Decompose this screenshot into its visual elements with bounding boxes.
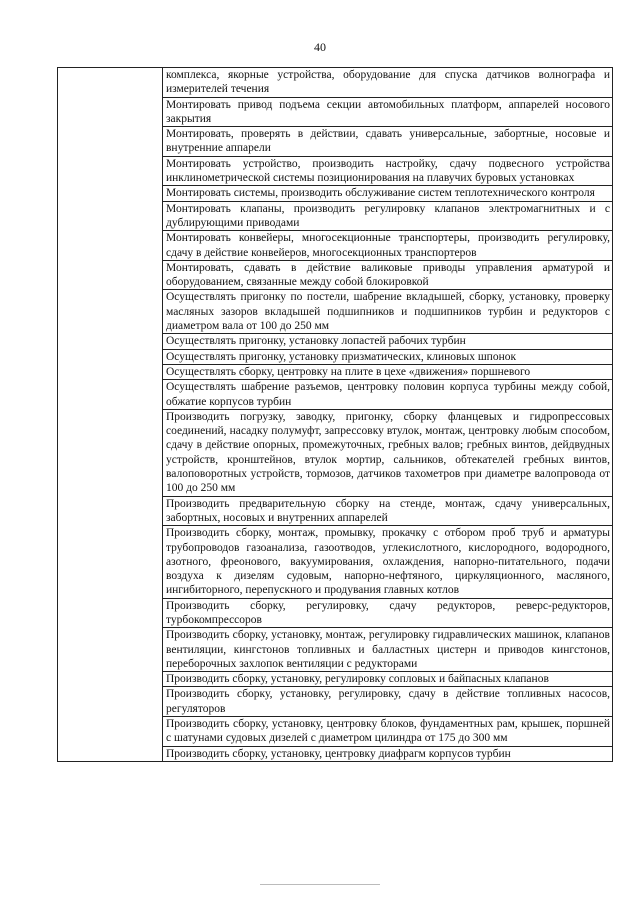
duty-text-cell: Производить сборку, регулировку, сдачу редукторов, реверс-редукторов, турбокомпрессоров <box>163 598 613 628</box>
footer-divider <box>260 884 380 885</box>
work-duties-table <box>57 67 613 762</box>
duty-text-cell: Монтировать системы, производить обслуживание систем теплотехнического контроля <box>163 186 613 201</box>
duty-text-cell: Монтировать конвейеры, многосекционные транспортеры, производить регулировку, сдачу в действие конвейеров, многосекционных транспортеров <box>163 231 613 261</box>
duty-text-cell: Осуществлять пригонку, установку призматических, клиновых шпонок <box>163 349 613 364</box>
duty-text-cell: Осуществлять шабрение разъемов, центровку половин корпуса турбины между собой, обжатие корпусов турбин <box>163 380 613 410</box>
duty-text-cell: Монтировать, сдавать в действие валиковые приводы управления арматурой и оборудованием, связанные между собой блокировкой <box>163 260 613 290</box>
duty-text-cell: Производить сборку, установку, монтаж, регулировку гидравлических машинок, клапанов вентиляции, кингстонов топливных и балластных цистерн и приводов кингстонов, переборочных захлопок вентиляции с редукторами <box>163 628 613 672</box>
duty-text-cell: Производить сборку, монтаж, промывку, прокачку с отбором проб труб и арматуры трубопроводов газоанализа, газоотводов, углекислотного, кислородного, водородного, азотного, фреонового, вакуумирования, охлаждения, напорно-питательного, подачи воздуха к дизелям судовым, напорно-нефтяного, циркуляционного, масляного, ингибиторного, перепускного и продувания главных котлов <box>163 526 613 598</box>
duty-text-cell: комплекса, якорные устройства, оборудование для спуска датчиков волнографа и измерителей течения <box>163 68 613 98</box>
table-row <box>58 68 613 98</box>
duty-text-cell: Осуществлять сборку, центровку на плите в цехе «движения» поршневого <box>163 364 613 379</box>
duty-text-cell: Осуществлять пригонку по постели, шабрение вкладышей, сборку, установку, проверку масляных зазоров вкладышей подшипников и подшипников турбин и редукторов с диаметром вала от 100 до 250 мм <box>163 290 613 334</box>
duty-text-cell: Производить сборку, установку, центровку диафрагм корпусов турбин <box>163 746 613 761</box>
table-left-column <box>58 68 163 762</box>
duty-text-cell: Производить сборку, установку, центровку блоков, фундаментных рам, крышек, поршней с шатунами судовых дизелей с диаметром цилиндра от 175 до 300 мм <box>163 717 613 747</box>
duty-text-cell: Монтировать клапаны, производить регулировку клапанов электромагнитных и с дублирующими приводами <box>163 201 613 231</box>
duty-text-cell: Монтировать, проверять в действии, сдавать универсальные, забортные, носовые и внутренние аппарели <box>163 127 613 157</box>
duty-text-cell: Производить сборку, установку, регулировку сопловых и байпасных клапанов <box>163 672 613 687</box>
duty-text-cell: Производить предварительную сборку на стенде, монтаж, сдачу универсальных, забортных, носовых и внутренних аппарелей <box>163 496 613 526</box>
page-number: 40 <box>314 40 326 54</box>
duty-text-cell: Монтировать привод подъема секции автомобильных платформ, аппарелей носового закрытия <box>163 97 613 127</box>
duty-text-cell: Монтировать устройство, производить настройку, сдачу подвесного устройства инклинометрической системы позиционирования на плавучих буровых установках <box>163 156 613 186</box>
duty-text-cell: Производить погрузку, заводку, пригонку, сборку фланцевых и гидропрессовых соединений, насадку полумуфт, запрессовку втулок, монтаж, центровку любым способом, сдачу в действие опорных, промежуточных, гребных валов; гребных винтов, дейдвудных устройств, кронштейнов, втулок мортир, сальников, обтекателей гребных винтов, валоповоротных устройств, тормозов, датчиков тахометров при диаметре валопровода от 100 до 250 мм <box>163 409 613 496</box>
duty-text-cell: Производить сборку, установку, регулировку, сдачу в действие топливных насосов, регуляторов <box>163 687 613 717</box>
duty-text-cell: Осуществлять пригонку, установку лопастей рабочих турбин <box>163 334 613 349</box>
table-body <box>58 68 613 762</box>
